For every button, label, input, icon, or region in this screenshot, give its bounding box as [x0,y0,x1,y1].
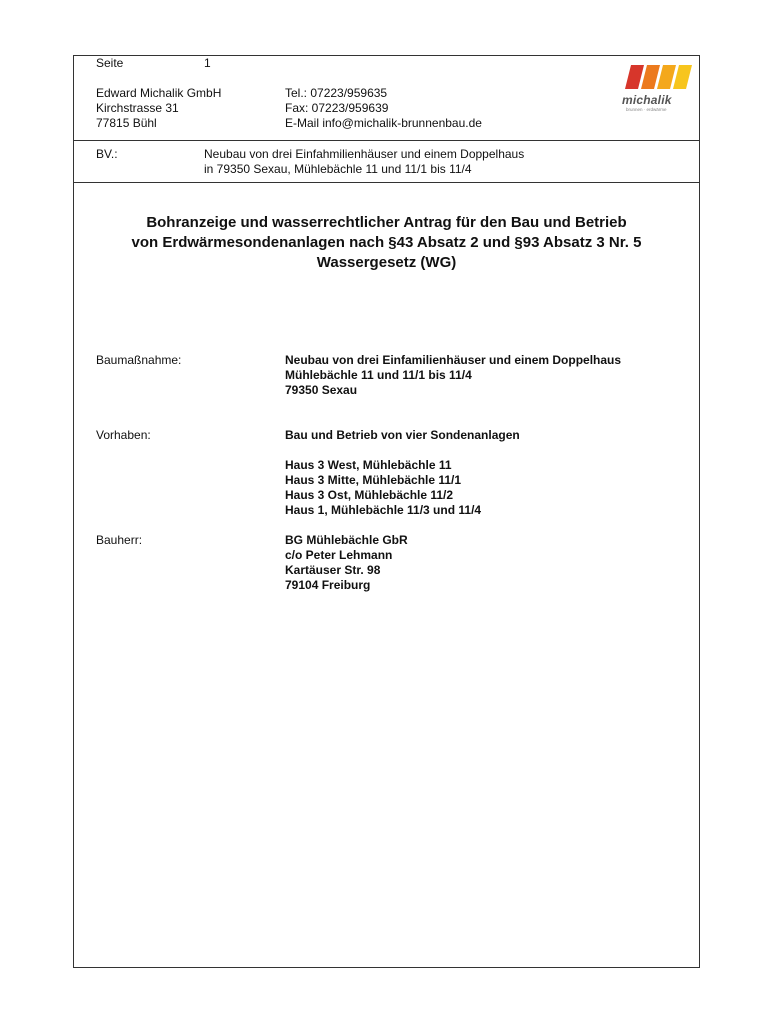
house-item: Haus 3 Mitte, Mühlebächle 11/1 [285,473,462,487]
bauherr-line: BG Mühlebächle GbR [285,533,408,547]
document-title [73,213,700,273]
title-line-3: Wassergesetz (WG) [316,254,457,271]
michalik-logo [620,63,690,115]
contact-email: E-Mail info@michalik-brunnenbau.de [285,116,482,130]
vorhaben-houses [285,458,481,518]
baumassnahme-value [285,353,621,398]
bv-line-1: Neubau von drei Einfahmilienhäuser und einem Doppelhaus [204,147,525,161]
contact-tel: Tel.: 07223/959635 [285,86,388,100]
baumassnahme-label: Baumaßnahme: [96,353,182,367]
baumassnahme-line: Neubau von drei Einfamilienhäuser und einem Doppelhaus [285,353,622,367]
company-name: Edward Michalik GmbH [96,86,222,100]
bv-line-2: in 79350 Sexau, Mühlebächle 11 und 11/1 bis 11/4 [204,162,472,176]
house-item: Haus 3 Ost, Mühlebächle 11/2 [285,488,454,502]
title-line-2: von Erdwärmesondenanlagen nach §43 Absatz 2 und §93 Absatz 3 Nr. 5 [131,234,642,251]
baumassnahme-line: Mühlebächle 11 und 11/1 bis 11/4 [285,368,472,382]
house-item: Haus 1, Mühlebächle 11/3 und 11/4 [285,503,482,517]
logo-wordmark: michalik [622,93,672,107]
logo-bar-4 [673,65,692,89]
page-label: Seite [96,56,124,70]
company-street: Kirchstrasse 31 [96,101,179,115]
baumassnahme-line: 79350 Sexau [285,383,358,397]
vorhaben-value: Bau und Betrieb von vier Sondenanlagen [285,428,520,442]
bauherr-line: 79104 Freiburg [285,578,371,592]
house-item: Haus 3 West, Mühlebächle 11 [285,458,452,472]
bv-label: BV.: [96,147,118,161]
logo-tagline: brunnen · erdwärme [626,107,667,112]
header-divider [73,140,700,141]
bauherr-line: c/o Peter Lehmann [285,548,393,562]
bv-divider [73,182,700,183]
page-number: 1 [204,56,211,70]
company-city: 77815 Bühl [96,116,157,130]
vorhaben-label: Vorhaben: [96,428,151,442]
bauherr-line: Kartäuser Str. 98 [285,563,381,577]
bauherr-value [285,533,408,593]
contact-fax: Fax: 07223/959639 [285,101,389,115]
title-line-1: Bohranzeige und wasserrechtlicher Antrag für den Bau und Betrieb [146,214,627,231]
bauherr-label: Bauherr: [96,533,143,547]
